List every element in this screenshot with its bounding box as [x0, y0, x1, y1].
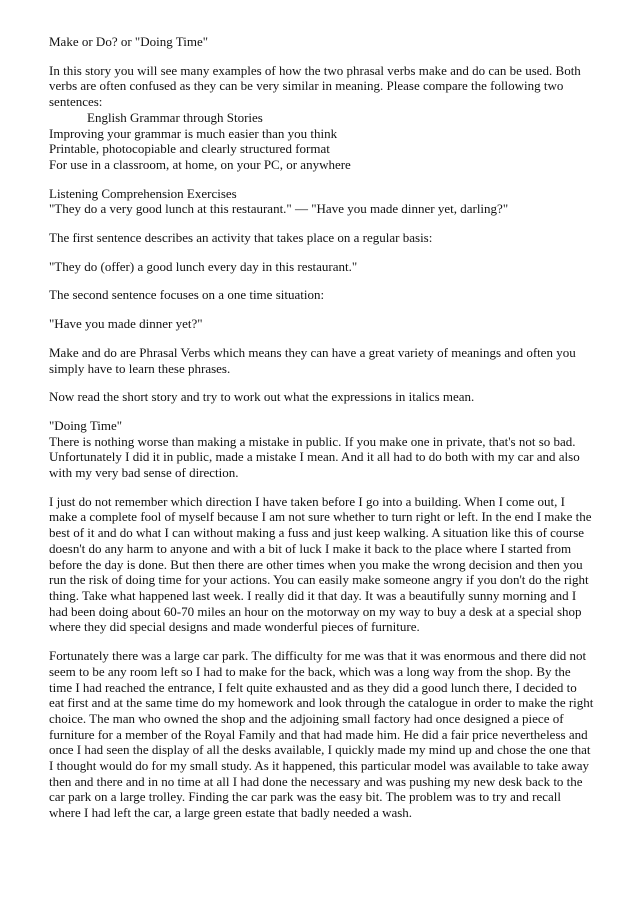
- paragraph-phrasal-verbs: Make and do are Phrasal Verbs which means they can have a great variety of meanings and often you simply have to learn these phrases.: [49, 344, 576, 376]
- story-paragraph-2: I just do not remember which direction I have taken before I go into a building. When I come out, I make a complete fool of myself because I am not sure whether to turn right or left. In the end I make the best of it and do what I can without making a fuss and just keep walking. A situation like this of course doesn't do any harm to anyone and with a bit of luck I make it back to the place where I started from before the day is done. But then there are other times when you make the wrong decision and then you run the risk of doing time for your actions. You can easily make someone angry if you don't do the right thing. Take what happened last week. I really did it that day. It was a beautifully sunny morning and I had been doing about 60-70 miles an hour on the motorway on my way to buy a desk at a special shop where they did special designs and made wonderful pieces of furniture.: [49, 493, 592, 635]
- story-paragraph-3: Fortunately there was a large car park. The difficulty for me was that it was enormous and there did not seem to be any room left so I had to make for the back, which was a long way from the shop. By the time I had reached the entrance, I felt quite exhausted and as they did a good lunch there, I decided to eat first and at the same time do my homework and look through the catalogue in order to make the right choice. The man who owned the shop and the adjoining small factory had once designed a piece of furniture for a member of the Royal Family and that had made him. He did a fair price nevertheless and once I had seen the display of all the desks available, I quickly made my mind up and chose the one that I thought would do for my small study. As it happened, this particular model was available to take away then and there and in no time at all I had done the necessary and was pushing my new desk back to the car park on a large trolley. Finding the car park was the easy bit. The problem was to try and recall where I had left the car, a large green estate that badly needed a wash.: [49, 648, 594, 821]
- listening-block: [49, 186, 594, 217]
- paragraph-instructions: Now read the short story and try to work out what the expressions in italics mean.: [49, 389, 475, 405]
- promo-line-3: For use in a classroom, at home, on your PC, or anywhere: [49, 156, 351, 172]
- paragraph-second-sentence: The second sentence focuses on a one time situation:: [49, 287, 325, 303]
- listening-heading: Listening Comprehension Exercises: [49, 185, 237, 201]
- document-title: Make or Do? or "Doing Time": [49, 34, 209, 49]
- promo-line-1: Improving your grammar is much easier than you think: [49, 125, 338, 141]
- story-title: "Doing Time": [49, 417, 123, 433]
- paragraph-example-make: "Have you made dinner yet?": [49, 316, 203, 332]
- promo-line-2: Printable, photocopiable and clearly structured format: [49, 141, 330, 157]
- listening-examples: "They do a very good lunch at this restaurant." — "Have you made dinner yet, darling?": [49, 201, 509, 217]
- promo-block: [49, 110, 594, 173]
- paragraph-example-do: "They do (offer) a good lunch every day in this restaurant.": [49, 258, 358, 274]
- story-intro-block: [49, 418, 594, 481]
- story-paragraph-1: There is nothing worse than making a mistake in public. If you make one in private, that's not so bad. Unfortunately I did it in public, made a mistake I mean. And it all had to do both with my car and also with my very bad sense of direction.: [49, 433, 580, 481]
- promo-heading: English Grammar through Stories: [87, 109, 263, 125]
- intro-paragraph: In this story you will see many examples of how the two phrasal verbs make and do can be used. Both verbs are often confused as they can be very similar in meaning. Please compare the following two sentences:: [49, 62, 581, 110]
- paragraph-first-sentence: The first sentence describes an activity that takes place on a regular basis:: [49, 230, 433, 246]
